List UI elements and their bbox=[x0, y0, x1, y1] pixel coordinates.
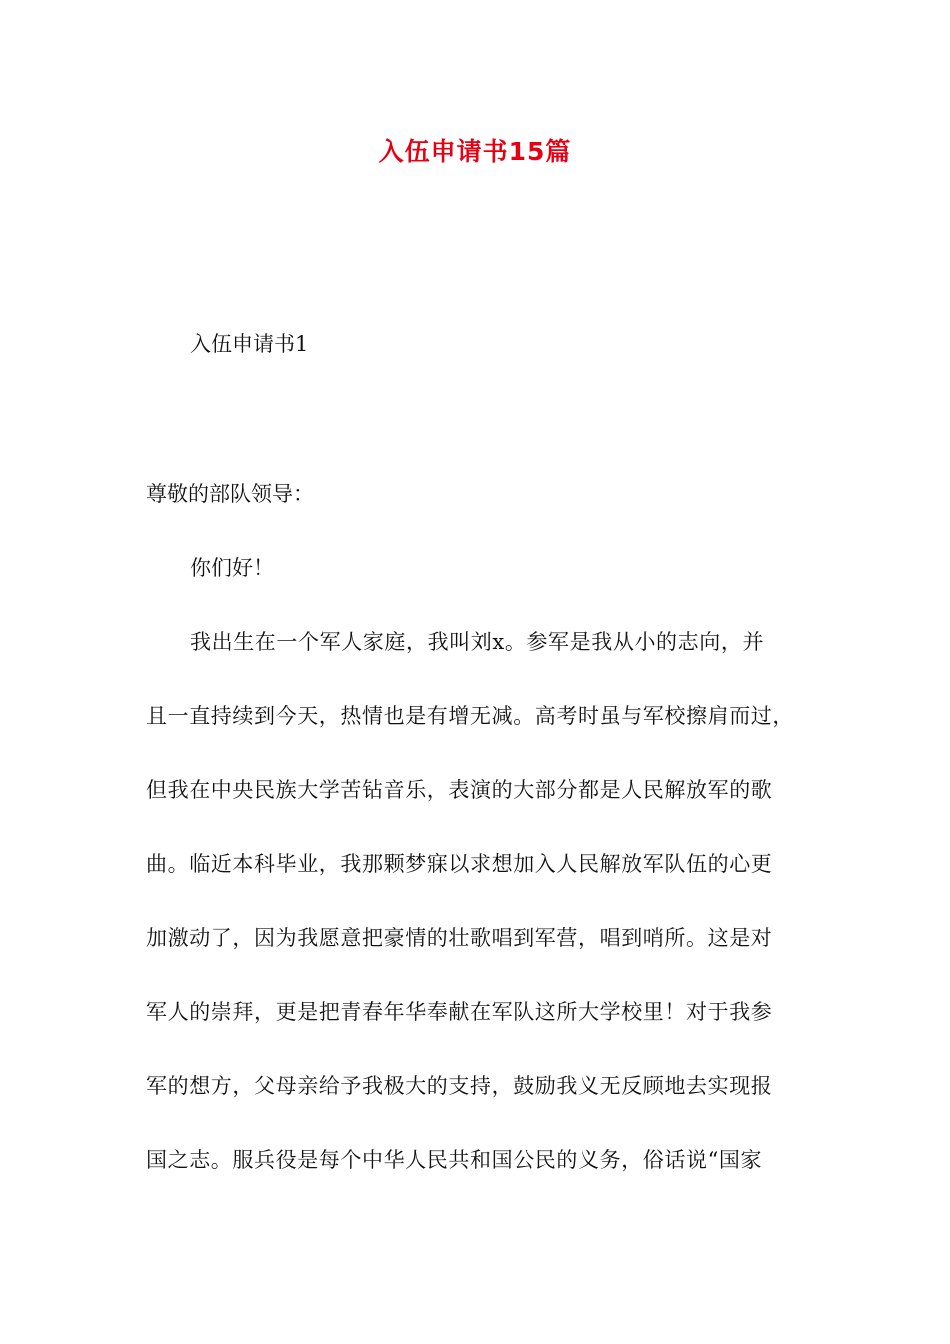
body-line: 且一直持续到今天，热情也是有增无减。高考时虽与军校擦肩而过， bbox=[146, 704, 794, 728]
body-line: 军的想方，父母亲给予我极大的支持，鼓励我义无反顾地去实现报 bbox=[146, 1074, 773, 1098]
body-line: 但我在中央民族大学苦钻音乐，表演的大部分都是人民解放军的歌 bbox=[146, 778, 773, 802]
body-line: 军人的崇拜，更是把青春年华奉献在军队这所大学校里！对于我参 bbox=[146, 1000, 773, 1024]
body-line: 曲。临近本科毕业，我那颗梦寐以求想加入人民解放军队伍的心更 bbox=[146, 852, 773, 876]
document-title: 入伍申请书15篇 bbox=[378, 137, 572, 166]
salutation: 尊敬的部队领导： bbox=[146, 482, 314, 506]
body-paragraph bbox=[146, 626, 826, 1218]
body-line: 国之志。服兵役是每个中华人民共和国公民的义务，俗话说“国家 bbox=[146, 1148, 763, 1172]
body-line: 加激动了，因为我愿意把豪情的壮歌唱到军营，唱到哨所。这是对 bbox=[146, 926, 773, 950]
section-heading: 入伍申请书1 bbox=[190, 332, 309, 356]
greeting: 你们好！ bbox=[190, 556, 274, 580]
body-line: 我出生在一个军人家庭，我叫刘x。参军是我从小的志向，并 bbox=[190, 630, 765, 654]
